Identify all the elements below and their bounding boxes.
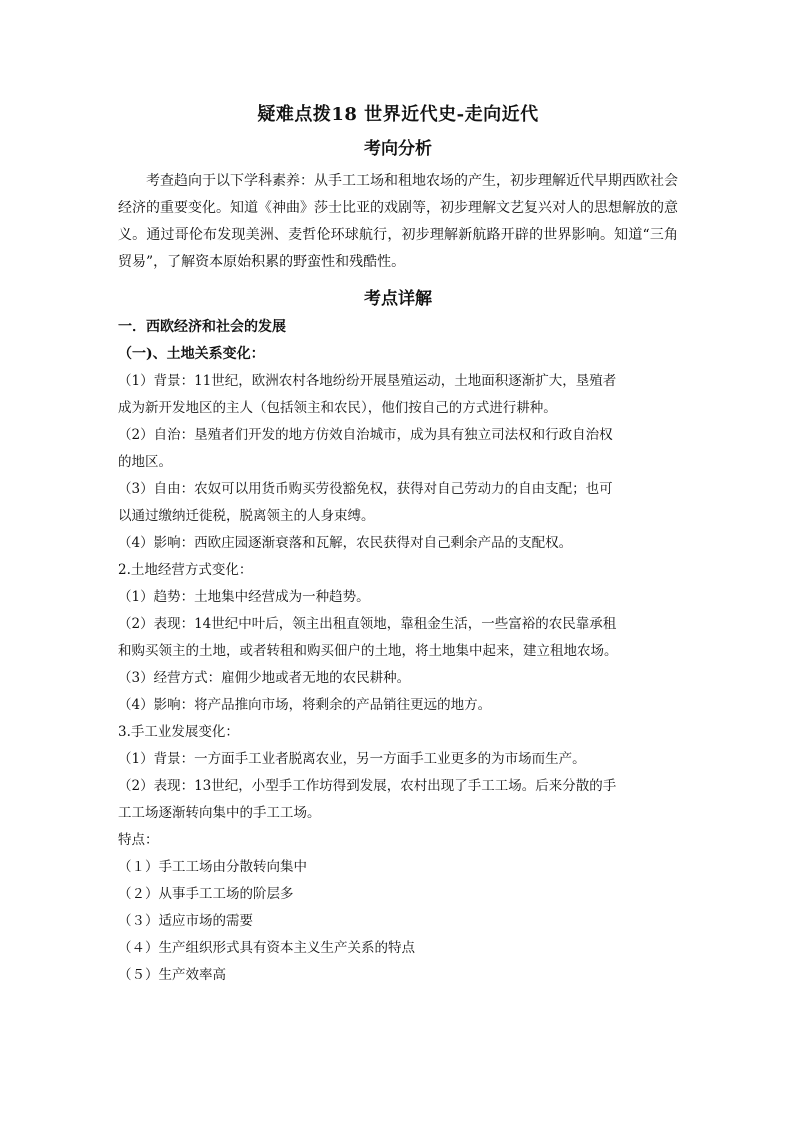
detail-lines [118,314,678,989]
detail-line: 特点： [118,832,159,848]
detail-line: （4）影响：将产品推向市场，将剩余的产品销往更远的地方。 [118,697,492,713]
detail-line: （５）生产效率高 [118,967,226,983]
detail-line: 工工场逐渐转向集中的手工工场。 [118,805,321,821]
detail-line: 以通过缴纳迁徙税，脱离领主的人身束缚。 [118,508,375,524]
detail-line: （2）表现：14世纪中叶后，领主出租直领地，靠租金生活，一些富裕的农民靠承租 [118,616,617,632]
detail-line: （1）背景：一方面手工业者脱离农业，另一方面手工业更多的为市场而生产。 [118,751,586,767]
detail-line: 的地区。 [118,454,172,470]
detail-line: （3）经营方式：雇佣少地或者无地的农民耕种。 [118,670,411,686]
analysis-paragraph: 考查趋向于以下学科素养：从手工工场和租地农场的产生，初步理解近代早期西欧社会经济的重要变化。知道《神曲》莎士比亚的戏剧等，初步理解文艺复兴对人的思想解放的意义。通过哥伦布发现美洲、麦哲伦环球航行，初步理解新航路开辟的世界影响。知道“三角贸易”，了解资本原始积累的野蛮性和残酷性。 [118,173,678,270]
document-content [118,100,678,989]
detail-line: 和购买领主的土地，或者转租和购买佃户的土地，将土地集中起来，建立租地农场。 [118,643,618,659]
detail-line: （１）手工工场由分散转向集中 [118,859,307,875]
detail-line: 3.手工业发展变化： [118,724,239,740]
detail-heading: 考点详解 [364,289,432,309]
detail-line: （1）背景：11世纪，欧洲农村各地纷纷开展垦殖运动，土地面积逐渐扩大，垦殖者 [118,373,617,389]
detail-line: 成为新开发地区的主人（包括领主和农民），他们按自己的方式进行耕种。 [118,400,557,416]
detail-line: （2）表现：13世纪，小型手工作坊得到发展，农村出现了手工工场。后来分散的手 [118,778,617,794]
detail-line: 2.土地经营方式变化： [118,562,253,578]
detail-line: （4）影响：西欧庄园逐渐衰落和瓦解，农民获得对自己剩余产品的支配权。 [118,535,573,551]
detail-line: （2）自治：垦殖者们开发的地方仿效自治城市，成为具有独立司法权和行政自治权 [118,427,613,443]
detail-line: （４）生产组织形式具有资本主义生产关系的特点 [118,940,415,956]
detail-line: （２）从事手工工场的阶层多 [118,886,294,902]
analysis-heading: 考向分析 [364,139,432,159]
document-title: 疑难点拨18 世界近代史-走向近代 [257,104,539,125]
detail-line: （3）自由：农奴可以用货币购买劳役豁免权，获得对自己劳动力的自由支配；也可 [118,481,613,497]
detail-line: （1）趋势：土地集中经营成为一种趋势。 [118,589,370,605]
detail-line: （３）适应市场的需要 [118,913,253,929]
detail-subheading: （一)、土地关系变化： [118,346,265,362]
detail-subheading: 一．西欧经济和社会的发展 [118,319,286,335]
